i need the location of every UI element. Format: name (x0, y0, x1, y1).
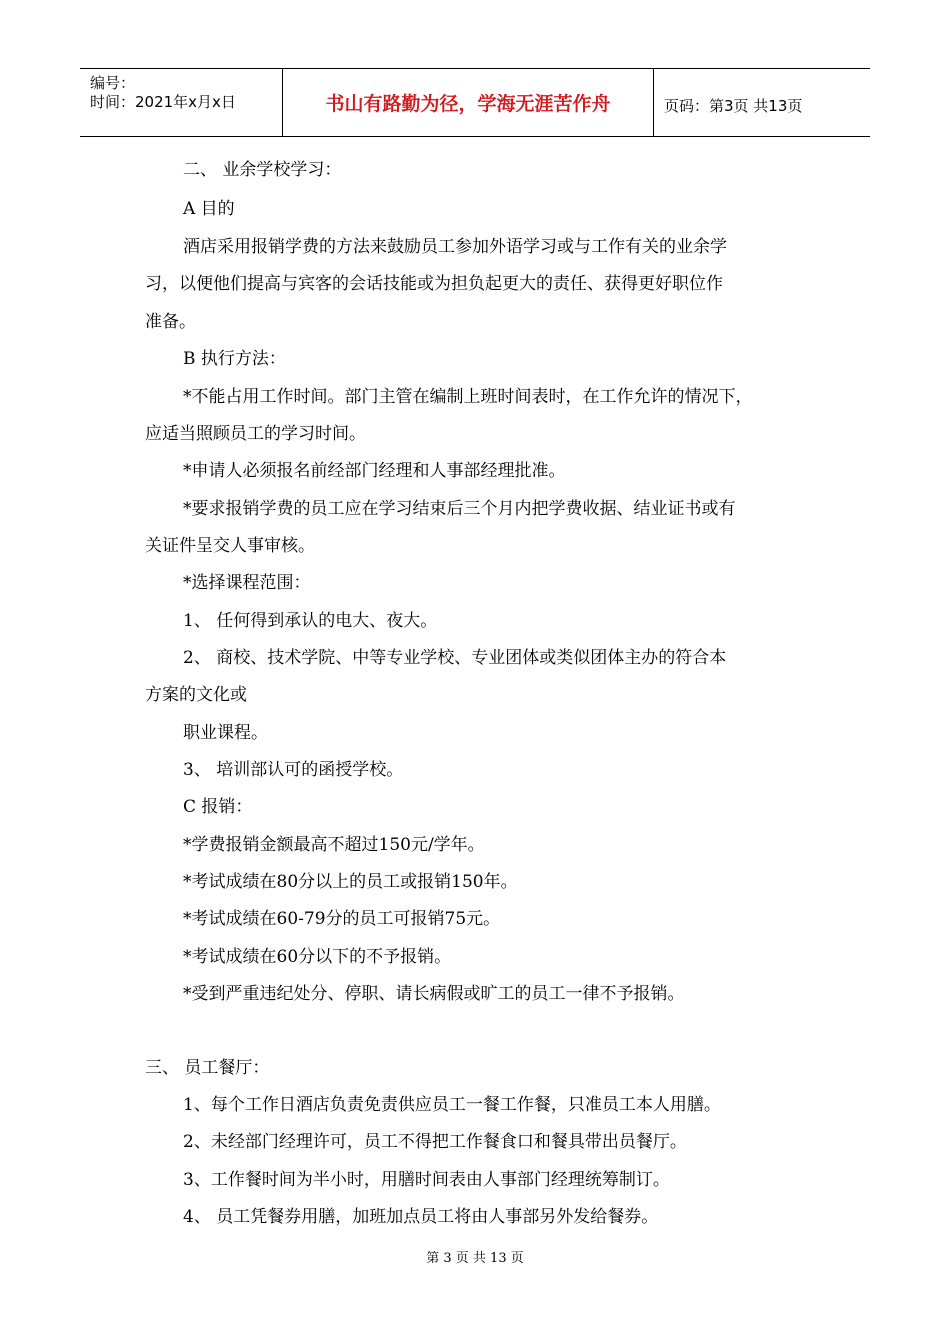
header-page-cell (654, 69, 870, 136)
paragraph-line: *不能占用工作时间。部门主管在编制上班时间表时，在工作允许的情况下， (183, 387, 753, 407)
header-motto-cell (283, 69, 654, 136)
list-item: 1、每个工作日酒店负责免责供应员工一餐工作餐，只准员工本人用膳。 (183, 1095, 721, 1115)
list-item-continuation: 职业课程。 (183, 723, 268, 743)
list-item: 3、工作餐时间为半小时，用膳时间表由人事部门经理统筹制订。 (183, 1170, 670, 1190)
motto-text: 书山有路勤为径，学海无涯苦作舟 (325, 93, 611, 115)
paragraph-line: *选择课程范围： (183, 573, 311, 593)
paragraph-line: *考试成绩在80分以上的员工或报销150年。 (183, 872, 518, 892)
header-meta-cell (80, 69, 283, 136)
document-number-label: 编号： (90, 74, 136, 92)
subsection-heading: A 目的 (183, 199, 235, 219)
paragraph-line: 习，以便他们提高与宾客的会话技能或为担负起更大的责任、获得更好职位作 (145, 274, 723, 294)
paragraph-line: *考试成绩在60-79分的员工可报销75元。 (183, 909, 501, 929)
paragraph-line: *受到严重违纪处分、停职、请长病假或旷工的员工一律不予报销。 (183, 984, 685, 1004)
list-item: 2、未经部门经理许可，员工不得把工作餐食口和餐具带出员餐厅。 (183, 1132, 687, 1152)
paragraph-line: 酒店采用报销学费的方法来鼓励员工参加外语学习或与工作有关的业余学 (183, 237, 727, 257)
paragraph-line: 关证件呈交人事审核。 (145, 536, 315, 556)
paragraph-line: *学费报销金额最高不超过150元/学年。 (183, 835, 485, 855)
section-heading: 三、 员工餐厅： (145, 1058, 270, 1078)
list-item: 1、 任何得到承认的电大、夜大。 (183, 611, 438, 631)
subsection-heading: C 报销： (183, 797, 253, 817)
list-item-continuation: 方案的文化或 (145, 685, 247, 705)
paragraph-line: 应适当照顾员工的学习时间。 (145, 424, 366, 444)
section-heading: 二、 业余学校学习： (183, 160, 342, 180)
document-date-label: 时间：2021年x月x日 (90, 93, 236, 111)
page-header (80, 68, 870, 137)
list-item: 2、 商校、技术学院、中等专业学校、专业团体或类似团体主办的符合本 (183, 648, 727, 668)
page-footer: 第 3 页 共 13 页 (426, 1251, 524, 1266)
paragraph-line: *申请人必须报名前经部门经理和人事部经理批准。 (183, 461, 566, 481)
list-item: 4、 员工凭餐券用膳，加班加点员工将由人事部另外发给餐券。 (183, 1207, 659, 1227)
page-number-label: 页码：第3页 共13页 (664, 97, 803, 115)
subsection-heading: B 执行方法： (183, 349, 286, 369)
list-item: 3、 培训部认可的函授学校。 (183, 760, 404, 780)
paragraph-line: *考试成绩在60分以下的不予报销。 (183, 947, 452, 967)
paragraph-line: *要求报销学费的员工应在学习结束后三个月内把学费收据、结业证书或有 (183, 499, 736, 519)
paragraph-line: 准备。 (145, 312, 196, 332)
